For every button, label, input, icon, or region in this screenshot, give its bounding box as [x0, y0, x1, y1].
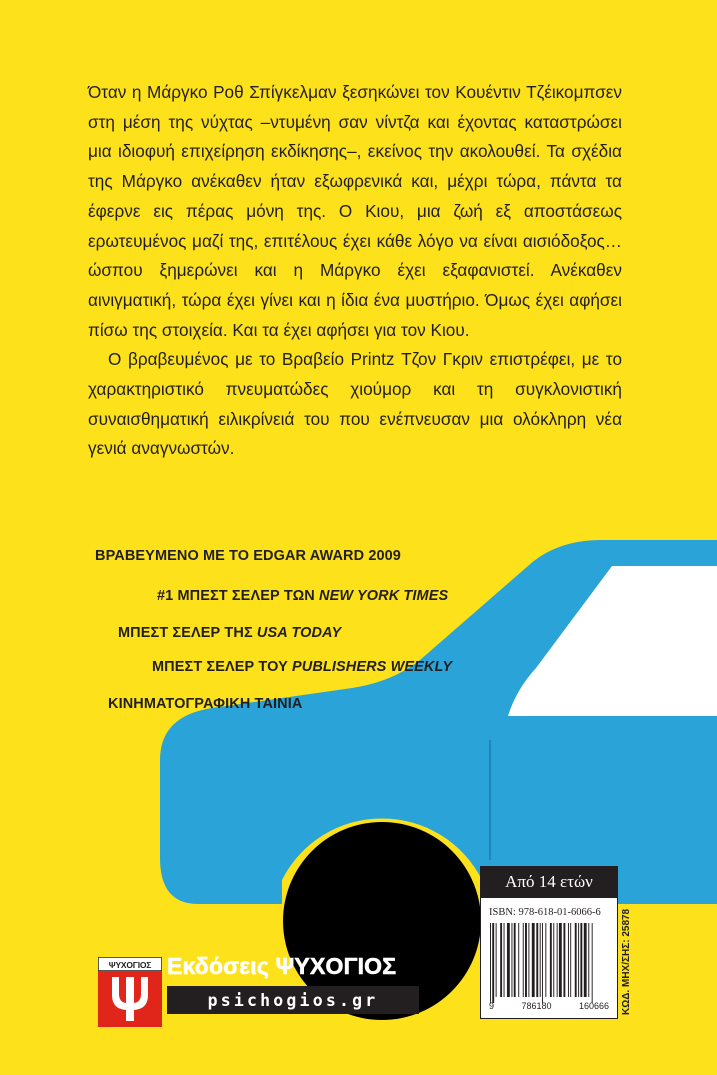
isbn-barcode: [480, 897, 618, 1019]
isbn-label: ISBN: 978-618-01-6066-6: [489, 907, 601, 918]
publisher-name: Εκδόσεις ΨΥΧΟΓΙΟΣ: [167, 953, 397, 979]
accolade-usa-prefix: ΜΠΕΣΤ ΣΕΛΕΡ ΤΗΣ: [118, 625, 257, 641]
accolade-usa-today: [118, 625, 341, 641]
barcode-digit-first: 9: [489, 1001, 495, 1011]
accolade-nyt-name: NEW YORK TIMES: [319, 588, 449, 604]
publisher-logo-text: ΨΥΧΟΓΙΟΣ: [108, 960, 152, 970]
accolade-film: [108, 696, 302, 712]
barcode-icon: [488, 923, 610, 1003]
synopsis: [88, 78, 622, 464]
barcode-digits: [489, 1001, 609, 1011]
synopsis-paragraph-1: Όταν η Μάργκο Ροθ Σπίγκελμαν ξεσηκώνει τον Κουέντιν Τζέικομπσεν στη μέση της νύχτας –ντυμένη σαν νίντζα και έχοντας καταστρώσει μια ιδιοφυή επιχείρηση εκδίκησης–, εκείνος την ακολουθεί. Τα σχέδια της Μάργκο ανέκαθεν ήταν εξωφρενικά και, μέχρι τώρα, πάντα τα έφερνε εις πέρας μόνη της. Ο Κιου, μια ζωή εξ αποστάσεως ερωτευμένος μαζί της, επιτέλους έχει κάθε λόγο να είναι αισιόδοξος… ώσπου ξημερώνει και η Μάργκο έχει εξαφανιστεί. Ανέκαθεν αινιγματική, τώρα έχει γίνει και η ίδια ένα μυστήριο. Όμως έχει αφήσει πίσω της στοιχεία. Και τα έχει αφήσει για τον Κιου.: [88, 82, 622, 340]
synopsis-paragraph-2: Ο βραβευμένος με το Βραβείο Printz Τζον Γκριν επιστρέφει, με το χαρακτηριστικό πνευματώδες χιούμορ και τη συγκλονιστική συναισθηματική ειλικρίνειά του που ενέπνευσαν μια ολόκληρη νέα γενιά αναγνωστών.: [88, 349, 622, 459]
barcode-digits-right: 160666: [578, 1001, 609, 1011]
accolade-publishers-weekly: [152, 659, 452, 675]
accolade-usa-name: USA TODAY: [256, 625, 342, 641]
barcode-digits-left: 786180: [521, 1001, 552, 1011]
accolade-pw-prefix: ΜΠΕΣΤ ΣΕΛΕΡ ΤΟΥ: [152, 659, 292, 675]
publisher-url[interactable]: psichogios.gr: [167, 986, 419, 1014]
age-rating-label: Από 14 ετών: [480, 866, 618, 897]
accolade-edgar-award: [95, 548, 401, 564]
accolade-nyt: [157, 588, 448, 604]
accolade-film-text: ΚΙΝΗΜΑΤΟΓΡΑΦΙΚΗ ΤΑΙΝΙΑ: [108, 696, 303, 712]
accolade-nyt-prefix: #1 ΜΠΕΣΤ ΣΕΛΕΡ ΤΩΝ: [157, 588, 320, 604]
product-code: ΚΩΔ. ΜΗΧ/ΣΗΣ: 25878: [621, 908, 632, 1015]
accolade-pw-name: PUBLISHERS WEEKLY: [292, 659, 453, 675]
accolade-edgar-text: ΒΡΑΒΕΥΜΕΝΟ ΜΕ ΤΟ EDGAR AWARD 2009: [95, 548, 401, 564]
